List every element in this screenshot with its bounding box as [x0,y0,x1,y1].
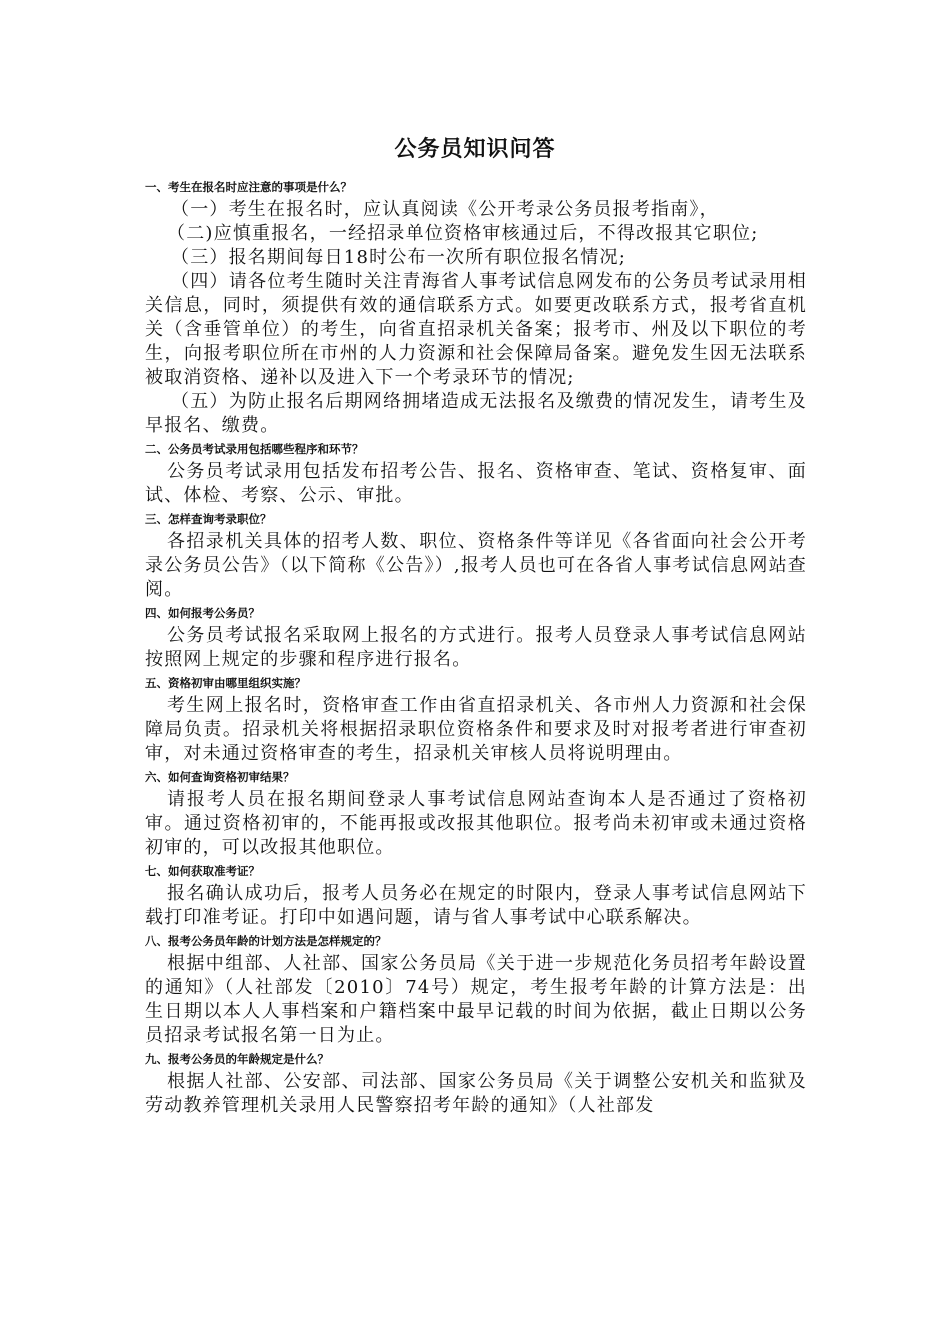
section-paragraph: （三）报名期间每日18时公布一次所有职位报名情况; [171,247,626,268]
section-heading: 四、如何报考公务员？ [145,606,260,620]
section-paragraph: 各招录机关具体的招考人数、职位、资格条件等详见《各省面向社会公开考录公务员公告》（以下简称《公告》）,报考人员也可在各省人事考试信息网站查阅。 [145,531,807,600]
section-paragraph: 根据中组部、人社部、国家公务员局《关于进一步规范化务员招考年龄设置的通知》（人社部发〔2010〕74号）规定，考生报考年龄的计算方法是：出生日期以本人人事档案和户籍档案中最早记载的时间为依据，截止日期以公务员招录考试报名第一日为止。 [145,953,807,1046]
document-body [145,176,807,1118]
section-heading: 一、考生在报名时应注意的事项是什么？ [145,180,352,194]
section-paragraph: （五）为防止报名后期网络拥堵造成无法报名及缴费的情况发生，请考生及早报名、缴费。 [145,391,807,436]
document-title: 公务员知识问答 [394,137,556,162]
section-paragraph: 考生网上报名时，资格审查工作由省直招录机关、各市州人力资源和社会保障局负责。招录机关将根据招录职位资格条件和要求及时对报考者进行审查初审，对未通过资格审查的考生，招录机关审核人员将说明理由。 [145,695,807,764]
section-paragraph: 请报考人员在报名期间登录人事考试信息网站查询本人是否通过了资格初审。通过资格初审的，不能再报或改报其他职位。报考尚未初审或未通过资格初审的，可以改报其他职位。 [145,789,807,858]
section-heading: 六、如何查询资格初审结果？ [145,770,295,784]
section-heading: 二、公务员考试录用包括哪些程序和环节？ [145,442,364,456]
section-paragraph: 公务员考试报名采取网上报名的方式进行。报考人员登录人事考试信息网站按照网上规定的步骤和程序进行报名。 [145,625,807,670]
section-paragraph: （二)应慎重报名，一经招录单位资格审核通过后，不得改报其它职位; [167,223,759,244]
section-heading: 八、报考公务员年龄的计划方法是怎样规定的？ [145,934,387,948]
section-paragraph: 公务员考试录用包括发布招考公告、报名、资格审查、笔试、资格复审、面试、体检、考察、公示、审批。 [145,461,807,506]
section-paragraph: （一）考生在报名时，应认真阅读《公开考录公务员报考指南》， [171,199,719,220]
section-heading: 五、资格初审由哪里组织实施？ [145,676,306,690]
section-heading: 九、报考公务员的年龄规定是什么？ [145,1052,329,1066]
section-paragraph: 报名确认成功后，报考人员务必在规定的时限内，登录人事考试信息网站下载打印准考证。打印中如遇问题，请与省人事考试中心联系解决。 [145,883,807,928]
section-paragraph: 根据人社部、公安部、司法部、国家公务员局《关于调整公安机关和监狱及劳动教养管理机关录用人民警察招考年龄的通知》（人社部发 [145,1071,807,1116]
section-heading: 三、怎样查询考录职位？ [145,512,272,526]
section-paragraph: （四）请各位考生随时关注青海省人事考试信息网发布的公务员考试录用相关信息，同时，须提供有效的通信联系方式。如要更改联系方式，报考省直机关（含垂管单位）的考生，向省直招录机关备案；报考市、州及以下职位的考生，向报考职位所在市州的人力资源和社会保障局备案。避免发生因无法联系被取消资格、递补以及进入下一个考录环节的情况; [145,271,807,388]
section-heading: 七、如何获取准考证？ [145,864,260,878]
